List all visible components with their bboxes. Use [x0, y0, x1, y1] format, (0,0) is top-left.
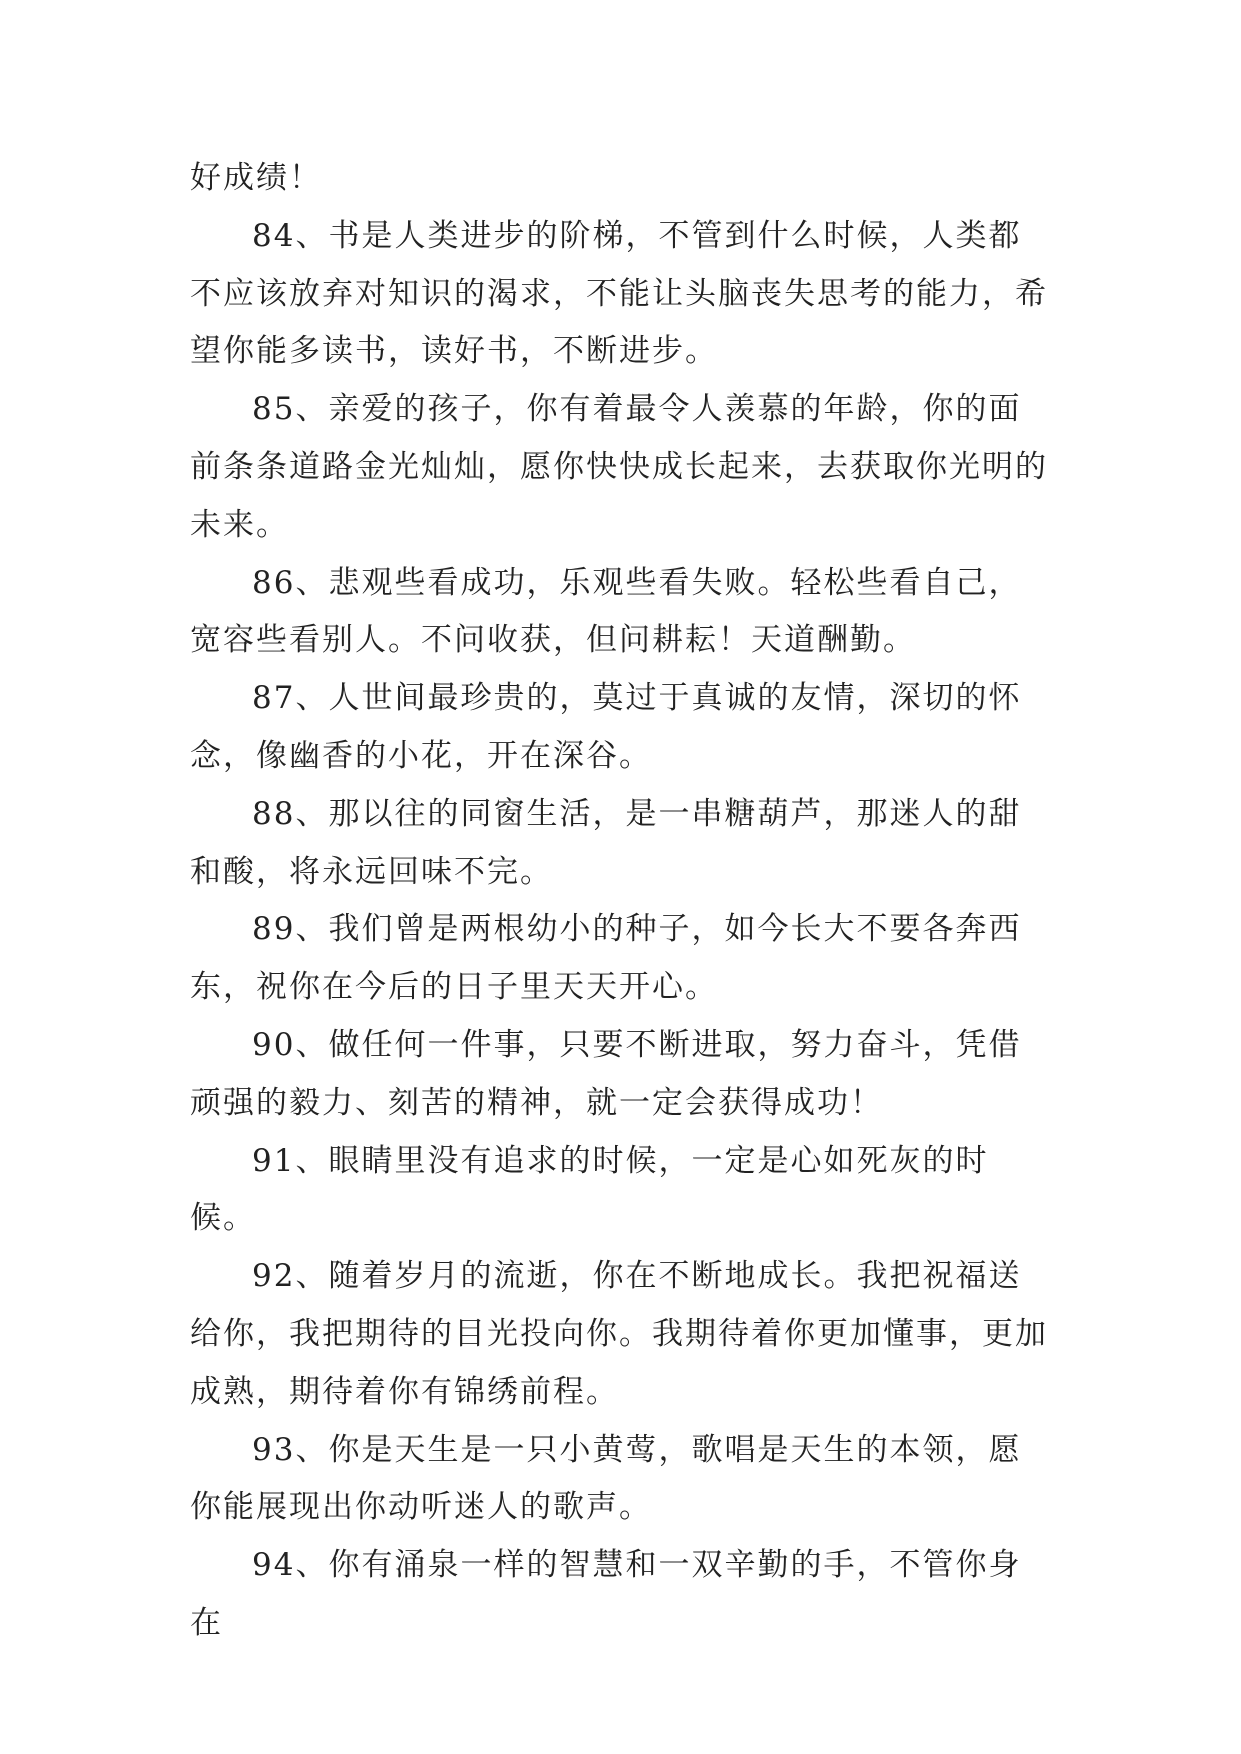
paragraph-84: 84、书是人类进步的阶梯，不管到什么时候，人类都不应该放弃对知识的渴求，不能让头脑丧失思考的能力，希望你能多读书，读好书，不断进步。 — [190, 217, 1048, 370]
paragraph-94: 94、你有涌泉一样的智慧和一双辛勤的手，不管你身在 — [190, 1547, 1022, 1641]
document-body — [190, 150, 1050, 1653]
paragraph-90: 90、做任何一件事，只要不断进取，努力奋斗，凭借顽强的毅力、刻苦的精神，就一定会获得成功！ — [190, 1026, 1022, 1121]
paragraph-93: 93、你是天生是一只小黄莺，歌唱是天生的本领，愿你能展现出你动听迷人的歌声。 — [190, 1431, 1022, 1526]
paragraph-86: 86、悲观些看成功，乐观些看失败。轻松些看自己，宽容些看别人。不问收获，但问耕耘！天道酬勤。 — [190, 564, 1022, 659]
paragraph-89: 89、我们曾是两根幼小的种子，如今长大不要各奔西东，祝你在今后的日子里天天开心。 — [190, 911, 1022, 1006]
paragraph-continuation: 好成绩！ — [190, 160, 322, 196]
paragraph-88: 88、那以往的同窗生活，是一串糖葫芦，那迷人的甜和酸，将永远回味不完。 — [190, 795, 1022, 890]
paragraph-91: 91、眼睛里没有追求的时候，一定是心如死灰的时候。 — [190, 1142, 989, 1237]
paragraph-87: 87、人世间最珍贵的，莫过于真诚的友情，深切的怀念，像幽香的小花，开在深谷。 — [190, 680, 1022, 774]
paragraph-92: 92、随着岁月的流逝，你在不断地成长。我把祝福送给你，我把期待的目光投向你。我期待着你更加懂事，更加成熟，期待着你有锦绣前程。 — [190, 1258, 1048, 1410]
paragraph-85: 85、亲爱的孩子，你有着最令人羡慕的年龄，你的面前条条道路金光灿灿，愿你快快成长起来，去获取你光明的未来。 — [190, 391, 1048, 543]
